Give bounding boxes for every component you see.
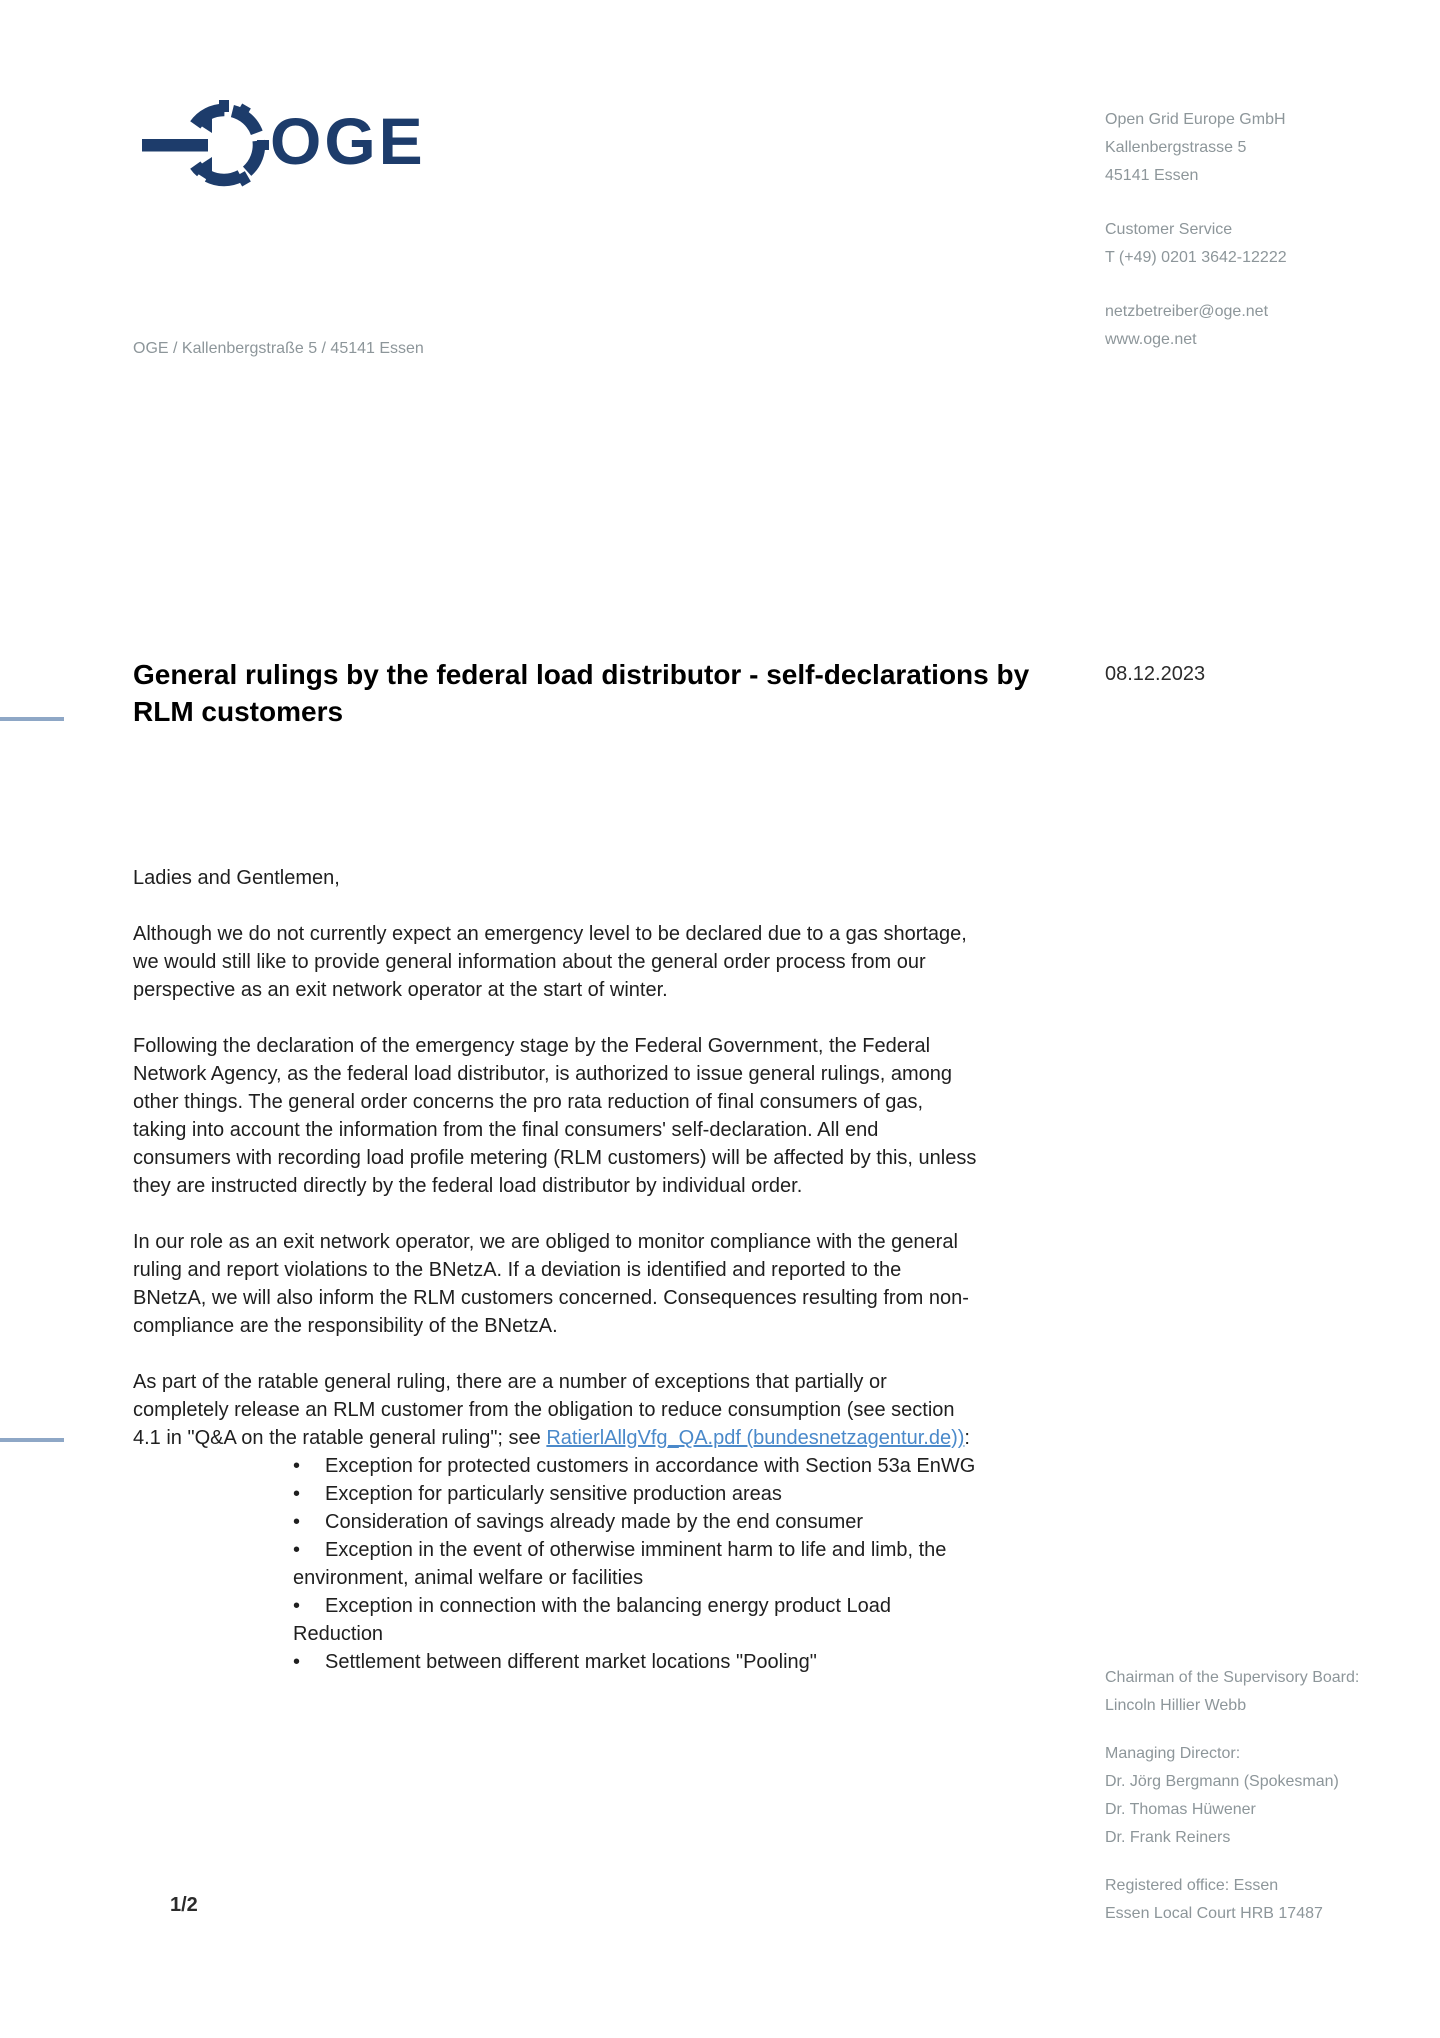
list-item [293,1508,978,1536]
list-item-text: Exception for particularly sensitive production areas [325,1483,782,1505]
contact-column [1105,106,1425,354]
bullet-icon: • [293,1595,301,1617]
registered-office: Registered office: Essen [1105,1877,1279,1894]
fold-mark-top [0,717,64,721]
oge-logo-text: OGE [270,104,426,178]
customer-service-block [1105,216,1425,272]
registration-block [1105,1872,1435,1928]
bullet-icon: • [293,1651,301,1673]
oge-logo-icon [142,96,272,201]
exceptions-text-after-link: : [964,1427,970,1449]
supervisory-board-label: Chairman of the Supervisory Board: [1105,1669,1360,1686]
exceptions-text-before-link: As part of the ratable general ruling, there are a number of exceptions that partially or completely release an RLM customer from the obligation to reduce consumption (see section 4.1 in "Q&A on the ratable general ruling"; see [133,1371,955,1449]
legal-column [1105,1664,1435,1928]
managing-directors-block [1105,1740,1435,1852]
supervisory-board-chairman: Lincoln Hillier Webb [1105,1697,1247,1714]
bullet-icon: • [293,1455,301,1477]
list-item-text: Exception in the event of otherwise imminent harm to life and limb, the environment, animal welfare or facilities [293,1539,947,1589]
company-address-block [1105,106,1425,190]
exceptions-paragraph [133,1368,978,1452]
contact-email: netzbetreiber@oge.net [1105,303,1269,320]
contact-website: www.oge.net [1105,331,1197,348]
bnetza-qa-link[interactable]: RatierlAllgVfg_QA.pdf (bundesnetzagentur.de)) [546,1427,965,1449]
managing-director-2: Dr. Thomas Hüwener [1105,1801,1256,1818]
letter-body [133,864,978,1676]
list-item-text: Consideration of savings already made by the end consumer [325,1511,864,1533]
paragraph-2: Following the declaration of the emergency stage by the Federal Government, the Federal Network Agency, as the federal load distributor, is authorized to issue general rulings, among other things. The general order concerns the pro rata reduction of final consumers of gas, taking into account the information from the final consumers' self-declaration. All end consumers with recording load profile metering (RLM customers) will be affected by this, unless they are instructed directly by the federal load distributor by individual order. [133,1035,977,1197]
page-number: 1/2 [170,1894,198,1916]
customer-service-label: Customer Service [1105,221,1233,238]
managing-director-3: Dr. Frank Reiners [1105,1829,1231,1846]
paragraph-1: Although we do not currently expect an emergency level to be declared due to a gas shortage, we would still like to provide general information about the general order process from our perspective as an exit network operator at the start of winter. [133,923,967,1001]
list-item [293,1480,978,1508]
list-item-text: Exception for protected customers in accordance with Section 53a EnWG [325,1455,976,1477]
letter-title: General rulings by the federal load distributor - self-declarations by RLM customers [133,659,1030,727]
letter-date: 08.12.2023 [1105,663,1206,685]
customer-service-phone: T (+49) 0201 3642-12222 [1105,249,1287,266]
sender-return-address: OGE / Kallenbergstraße 5 / 45141 Essen [133,340,424,357]
list-item [293,1452,978,1480]
court-registration: Essen Local Court HRB 17487 [1105,1905,1323,1922]
company-name: Open Grid Europe GmbH [1105,111,1286,128]
salutation: Ladies and Gentlemen, [133,867,340,889]
list-item [293,1648,978,1676]
supervisory-board-block [1105,1664,1435,1720]
fold-mark-bottom [0,1438,64,1442]
managing-director-label: Managing Director: [1105,1745,1241,1762]
paragraph-3: In our role as an exit network operator, we are obliged to monitor compliance with the general ruling and report violations to the BNetzA. If a deviation is identified and reported to the BNetzA, we will also inform the RLM customers concerned. Consequences resulting from non-compliance are the responsibility of the BNetzA. [133,1231,969,1337]
list-item [293,1592,978,1648]
list-item-text: Exception in connection with the balancing energy product Load Reduction [293,1595,891,1645]
list-item [293,1536,978,1592]
bullet-icon: • [293,1539,301,1561]
online-contact-block [1105,298,1425,354]
list-item-text: Settlement between different market locations "Pooling" [325,1651,817,1673]
bullet-icon: • [293,1511,301,1533]
bullet-icon: • [293,1483,301,1505]
exceptions-list [133,1452,978,1676]
company-city: 45141 Essen [1105,167,1199,184]
managing-director-1: Dr. Jörg Bergmann (Spokesman) [1105,1773,1339,1790]
company-street: Kallenbergstrasse 5 [1105,139,1247,156]
